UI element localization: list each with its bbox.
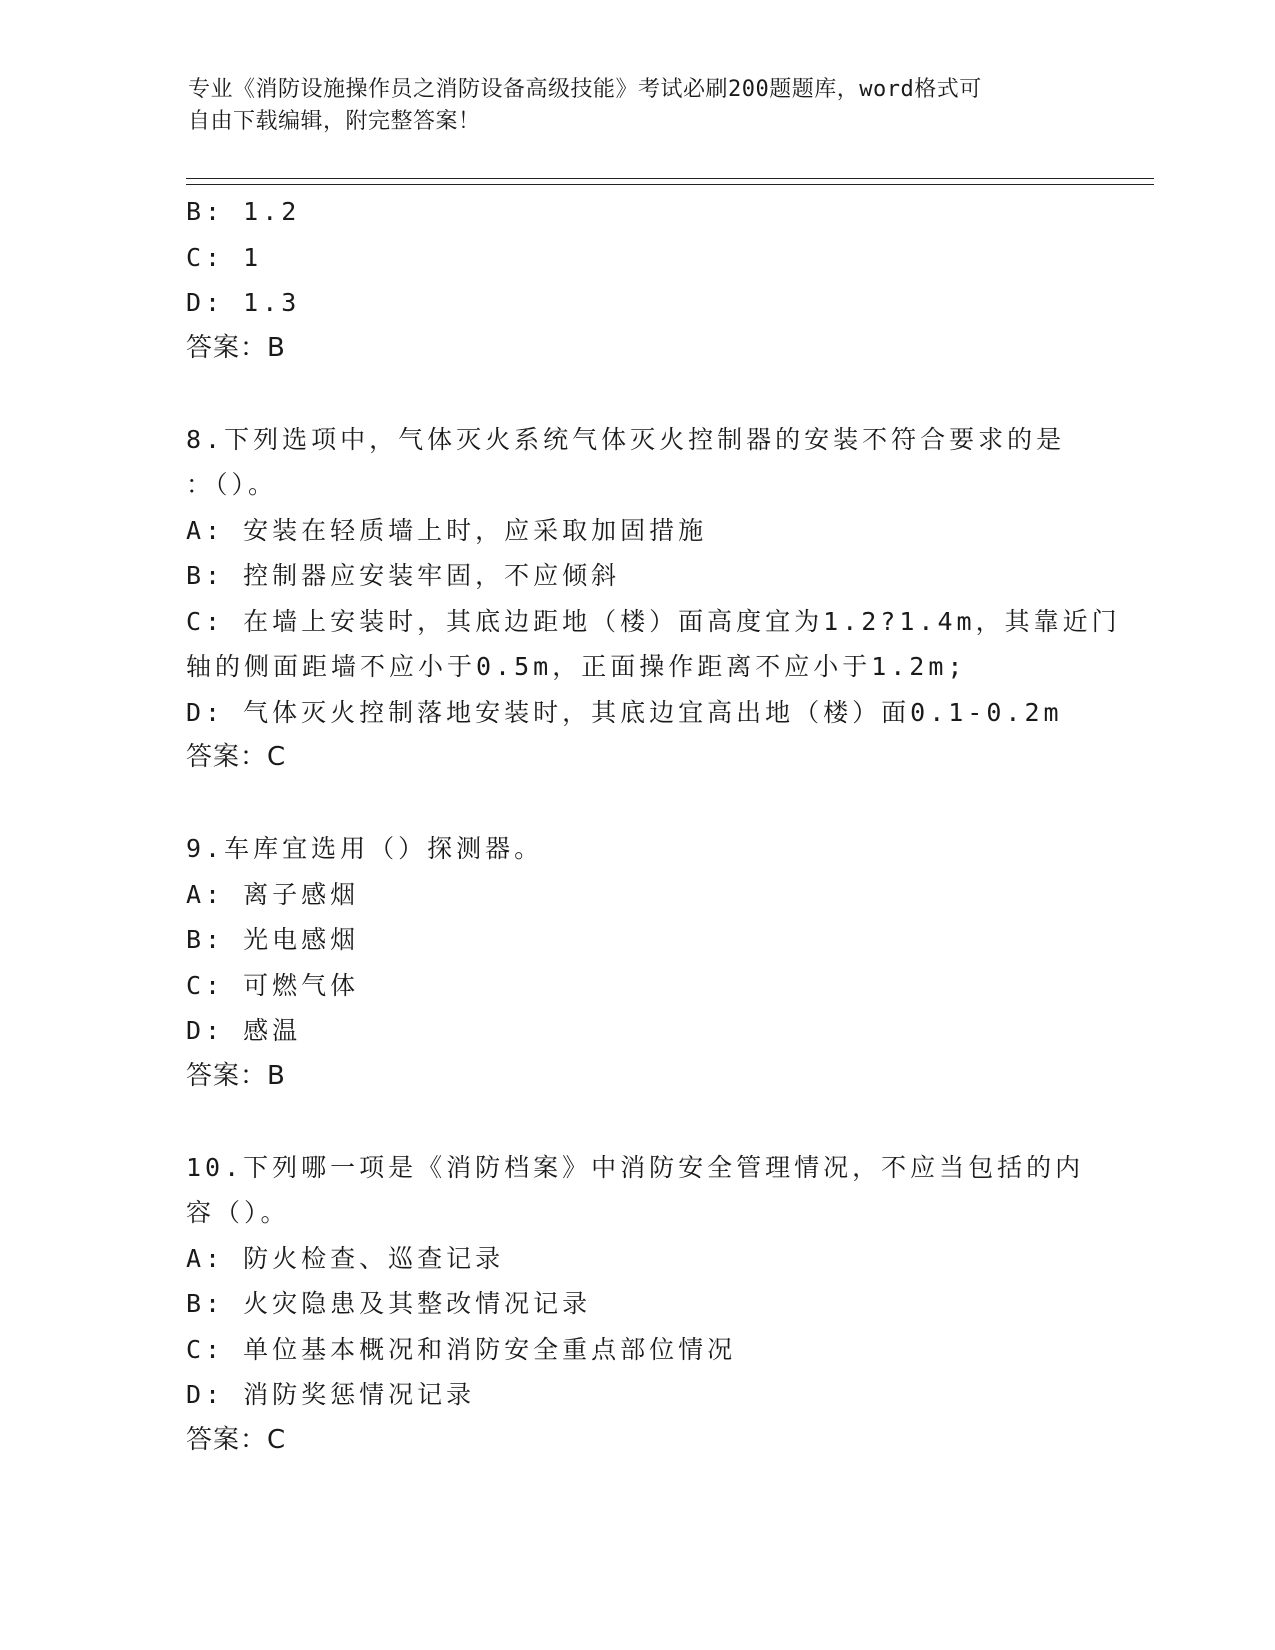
spacer [186, 1099, 1086, 1145]
question-8 [186, 417, 1121, 781]
question-text: 10.下列哪一项是《消防档案》中消防安全管理情况，不应当包括的内 [186, 1152, 1085, 1182]
question-10 [186, 1145, 1086, 1464]
question-text: 9.车库宜选用（）探测器。 [186, 834, 544, 863]
option-b: B: 光电感烟 [186, 925, 360, 954]
header-divider-bottom [186, 184, 1154, 185]
question-text: 8.下列选项中，气体灭火系统气体灭火控制器的安装不符合要求的是 [186, 424, 1066, 454]
question-9 [186, 826, 1086, 1099]
answer: 答案：B [186, 1060, 286, 1091]
question-list [186, 189, 1121, 1463]
option-b: B: 火灾隐患及其整改情况记录 [186, 1289, 592, 1318]
option-c: C: 在墙上安装时，其底边距地（楼）面高度宜为1.2?1.4m，其靠近门 [186, 606, 1121, 636]
answer: 答案：C [186, 742, 287, 772]
question-7-tail [186, 189, 1086, 371]
header-line-1: 专业《消防设施操作员之消防设备高级技能》考试必刷200题题库，word格式可 [188, 77, 982, 102]
option-b: B: 1.2 [186, 197, 301, 226]
option-b: B: 控制器应安装牢固，不应倾斜 [186, 561, 621, 590]
option-c: C: 单位基本概况和消防安全重点部位情况 [186, 1334, 737, 1364]
question-text-continued: 容（）。 [186, 1198, 290, 1227]
option-d: D: 1.3 [186, 288, 301, 317]
spacer [186, 781, 1086, 827]
option-d: D: 气体灭火控制落地安装时，其底边宜高出地（楼）面0.1-0.2m [186, 697, 1063, 727]
option-a: A: 离子感烟 [186, 879, 360, 909]
option-c-continued: 轴的侧面距墙不应小于0.5m，正面操作距离不应小于1.2m; [186, 652, 967, 681]
header-divider-top [186, 178, 1154, 179]
answer: 答案：B [186, 332, 286, 363]
option-a: A: 安装在轻质墙上时，应采取加固措施 [186, 515, 708, 545]
option-c: C: 1 [186, 242, 263, 272]
document-header [188, 74, 1068, 138]
header-line-2: 自由下载编辑，附完整答案！ [188, 109, 481, 134]
question-text-continued: ：（）。 [186, 470, 278, 499]
answer: 答案：C [186, 1424, 287, 1455]
option-a: A: 防火检查、巡查记录 [186, 1243, 505, 1273]
option-c: C: 可燃气体 [186, 970, 360, 1000]
option-d: D: 消防奖惩情况记录 [186, 1380, 476, 1409]
spacer [186, 371, 1086, 417]
option-d: D: 感温 [186, 1016, 302, 1045]
